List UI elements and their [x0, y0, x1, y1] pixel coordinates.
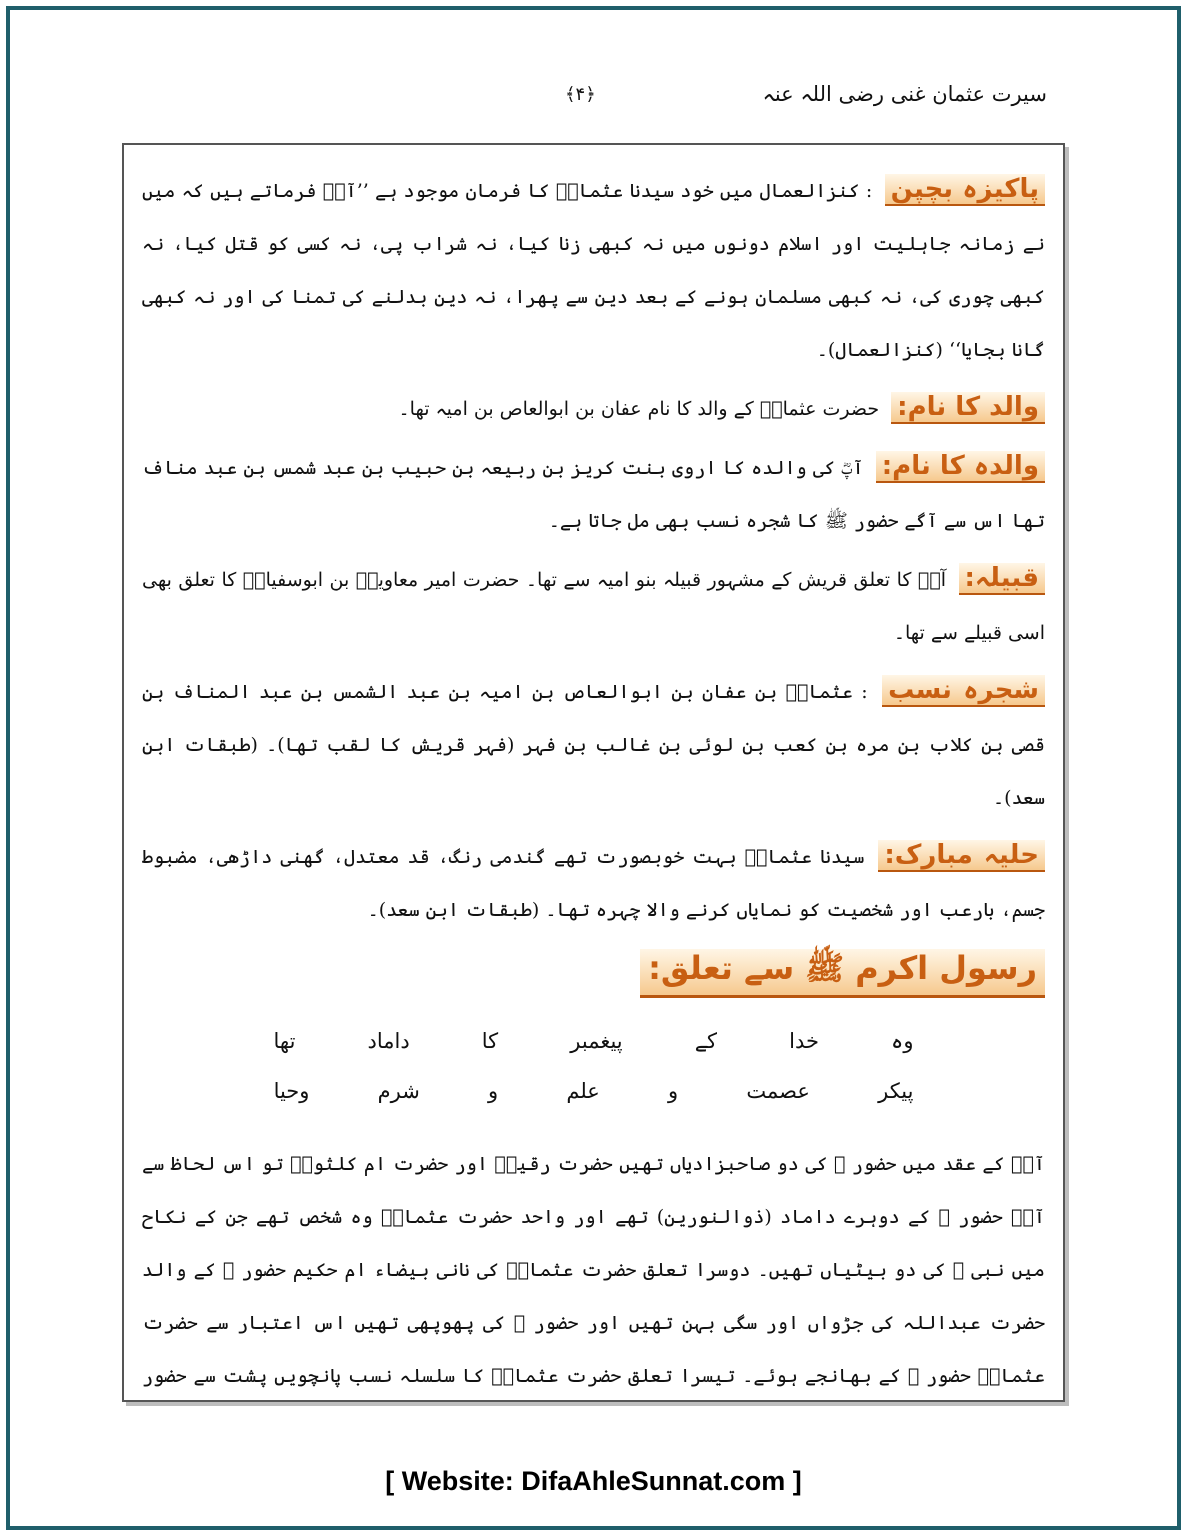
section-appearance — [142, 829, 1045, 937]
poem-word: پیکر — [878, 1079, 914, 1103]
poem-word: شرم — [377, 1079, 420, 1103]
relation-heading: رسول اکرم ﷺ سے تعلق: — [640, 949, 1045, 998]
heading-tribe: قبیلہ: — [959, 563, 1046, 595]
closing-paragraph: آپؓ کے عقد میں حضور ﷺ کی دو صاحبزادیاں تھیں حضرت رقیہؓ اور حضرت ام کلثومؓ تو اس لحاظ سے آپؓ حضور ﷺ کے دوہرے داماد (ذوالنورین) تھے اور واحد حضرت عثمانؓ وہ شخص تھے جن کے نکاح میں نبی ﷺ کی دو بیٹیاں تھیں۔ دوسرا تعلق حضرت عثمانؓ کی نانی بیضاء ام حکیم حضور ﷺ کے والد حضرت عبداللہ کی جڑواں اور سگی بہن تھیں اور حضور ﷺ کی پھوپھی تھیں اس اعتبار سے حضرت عثمانؓ حضور ﷺ کے بھانجے ہوئے۔ تیسرا تعلق حضرت عثمانؓ کا سلسلہ نسب پانچویں پشت سے حضور — [142, 1153, 1045, 1387]
section-pure-childhood — [142, 163, 1045, 377]
poem-line-1 — [274, 1016, 914, 1066]
text-lineage: : عثمانؓ بن عفان بن ابوالعاص بن امیہ بن عبد الشمس بن عبد المناف بن قصی بن کلاب بن مرہ بن کعب بن لوئی بن غالب بن فہر (فہر قریش کا لقب تھا)۔ (طبقات ابن سعد)۔ — [142, 681, 1045, 809]
heading-appearance: حلیہ مبارک: — [878, 840, 1045, 872]
poem-word: و — [488, 1079, 499, 1103]
text-mother-name: آپؓ کی والدہ کا اروی بنت کریز بن ربیعہ بن حبیب بن عبد شمس بن عبد مناف تھا اس سے آگے حضور ﷺ کا شجرہ نسب بھی مل جاتا ہے۔ — [142, 457, 1045, 532]
text-appearance: سیدنا عثمانؓ بہت خوبصورت تھے گندمی رنگ، قد معتدل، گھنی داڑھی، مضبوط جسم، بارعب اور شخصیت کو نمایاں کرنے والا چہرہ تھا۔ (طبقات ابن سعد)۔ — [142, 846, 1045, 921]
text-tribe: آپؓ کا تعلق قریش کے مشہور قبیلہ بنو امیہ سے تھا۔ حضرت امیر معاویہؓ بن ابوسفیانؓ کا تعلق بھی اسی قبیلے سے تھا۔ — [142, 569, 1045, 644]
text-pure-childhood: : کنزالعمال میں خود سیدنا عثمانؓ کا فرمان موجود ہے ’’آپؓ فرماتے ہیں کہ میں نے زمانہ جاہلیت اور اسلام دونوں میں نہ کبھی زنا کیا، نہ شراب پی، نہ کسی کو قتل کیا، نہ کبھی چوری کی، نہ کبھی مسلمان ہونے کے بعد دین سے پھرا، نہ دین بدلنے کی تمنا کی اور نہ کبھی گانا بجایا‘‘ (کنزالعمال)۔ — [142, 180, 1045, 361]
poem-word: داماد — [367, 1029, 410, 1053]
poem-word: کا — [481, 1029, 499, 1053]
heading-mother-name: والدہ کا نام: — [876, 451, 1045, 483]
text-father-name: حضرت عثمانؓ کے والد کا نام عفان بن ابوالعاص بن امیہ تھا۔ — [398, 398, 880, 420]
section-lineage — [142, 664, 1045, 825]
content-box — [122, 143, 1065, 1402]
poem-word: عصمت — [746, 1079, 810, 1103]
book-title: سیرت عثمان غنی رضی اللہ عنہ — [762, 82, 1047, 106]
page-number: ﴾۴﴿ — [565, 84, 596, 105]
section-mother-name — [142, 440, 1045, 548]
relation-heading-wrap — [142, 941, 1045, 1016]
poem-word: کے — [694, 1029, 718, 1053]
poem-word: خدا — [789, 1029, 819, 1053]
section-tribe — [142, 552, 1045, 660]
poem-word: وہ — [891, 1029, 914, 1053]
poem-word: تھا — [273, 1029, 296, 1053]
poem-word: علم — [566, 1079, 600, 1103]
heading-pure-childhood: پاکیزہ بچپن — [885, 174, 1045, 206]
heading-father-name: والد کا نام: — [891, 392, 1045, 424]
poem-word: پیغمبر — [570, 1029, 623, 1053]
poem-word: و — [668, 1079, 679, 1103]
heading-lineage: شجرہ نسب — [882, 675, 1045, 707]
section-father-name — [142, 381, 1045, 436]
poem-word: وحیا — [273, 1079, 310, 1103]
poem-line-2 — [274, 1066, 914, 1116]
poem — [274, 1016, 914, 1116]
website-footer: [ Website: DifaAhleSunnat.com ] — [385, 1466, 802, 1496]
